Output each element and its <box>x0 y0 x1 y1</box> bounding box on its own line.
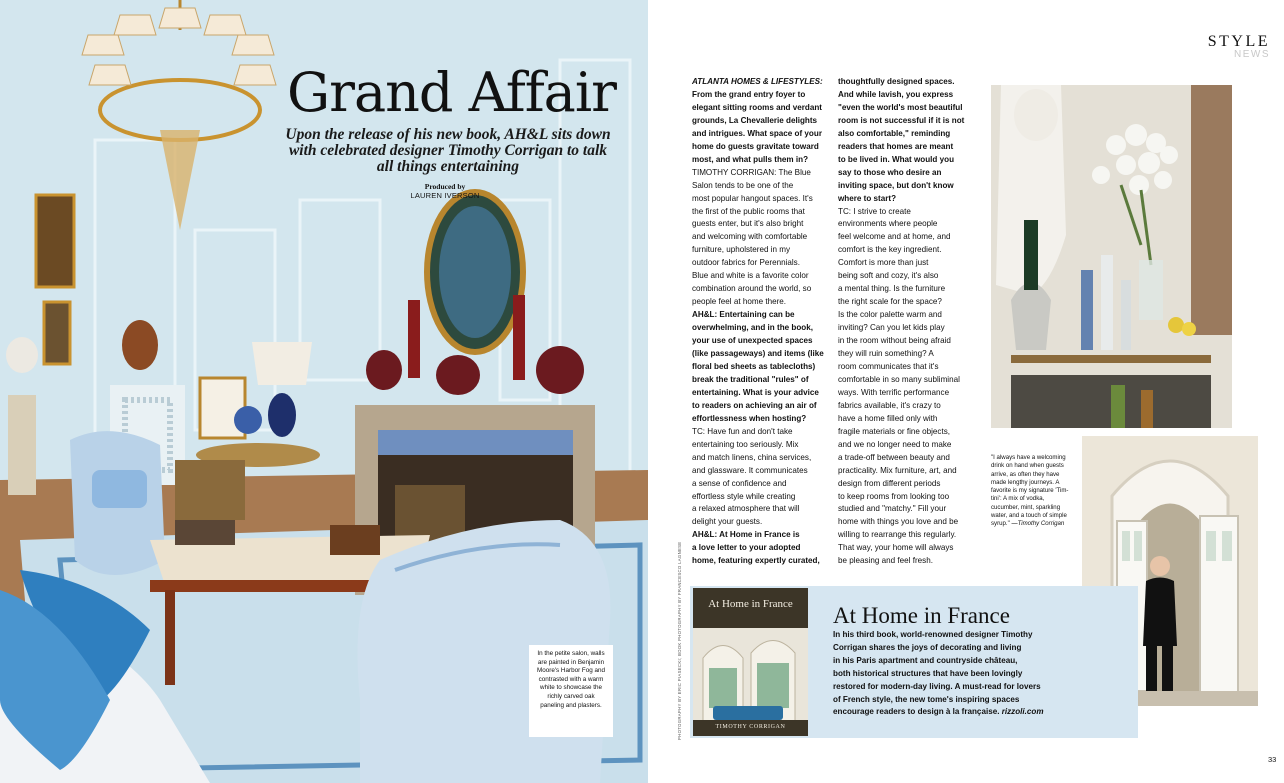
byline <box>400 182 490 200</box>
interview-line: delight your guests. <box>692 517 763 527</box>
producer-name: LAUREN IVERSON <box>410 191 480 200</box>
pull-quote-text: "I always have a welcoming drink on hand when guests arrive, as often they have made lengthy journeys. A favorite is my signature 'Tim-tini': A mix of vodka, cucumber, mint, sparkling water, and a touch of simple syrup." <box>991 454 1069 528</box>
interview-line: a relaxed atmosphere that will <box>692 504 800 514</box>
interview-line: AH&L: Entertaining can be <box>692 310 795 320</box>
interview-line: home do guests gravitate toward <box>692 141 819 151</box>
interview-line: grounds, La Chevallerie delights <box>692 115 818 125</box>
book-cover-image <box>693 588 808 736</box>
article-dek: Upon the release of his new book, AH&L sits down with celebrated designer Timothy Corrigan to talk all things entertaining <box>285 126 611 175</box>
interview-line: TC: I strive to create <box>838 206 911 216</box>
interview-line: also comfortable," reminding <box>838 128 951 138</box>
interview-line: to be lived in. What would you <box>838 154 955 164</box>
interview-line: studied and "matchy." Fill your <box>838 504 947 514</box>
interview-line: AH&L: At Home in France is <box>692 530 800 540</box>
interview-line: overwhelming, and in the book, <box>692 323 813 333</box>
bar-cart-illustration <box>991 85 1232 428</box>
interview-line: effortlessness when hosting? <box>692 413 807 423</box>
interview-line: a mental thing. Is the furniture <box>838 284 946 294</box>
interview-line: design from different periods <box>838 478 941 488</box>
interview-line: people feel at home there. <box>692 297 787 307</box>
interview-line: outdoor fabrics for Perennials. <box>692 258 800 268</box>
interview-column-1 <box>692 76 832 568</box>
interview-line: and welcoming with comfortable <box>692 232 808 242</box>
interview-line: to readers on achieving an air of <box>692 400 817 410</box>
interview-line: and match linens, china services, <box>692 452 812 462</box>
interview-line: "even the world's most beautiful <box>838 102 963 112</box>
interview-line: to keep rooms from looking too <box>838 491 950 501</box>
book-line: of French style, the new tome's inspiring spaces <box>833 694 1020 704</box>
interview-line: elegant sitting rooms and verdant <box>692 102 822 112</box>
interview-line: Is the color palette warm and <box>838 310 942 320</box>
interview-line: a trade-off between beauty and <box>838 452 950 462</box>
interview-line: effortless style while creating <box>692 491 796 501</box>
interview-line: room communicates that it's <box>838 361 939 371</box>
interview-line: the first of the public rooms that <box>692 206 805 216</box>
interview-line: the right scale for the space? <box>838 297 942 307</box>
interview-line: ATLANTA HOMES & LIFESTYLES: <box>692 77 823 86</box>
interview-column-2 <box>838 76 978 568</box>
interview-line: and we no longer need to make <box>838 439 952 449</box>
interview-line: ways. With terrific performance <box>838 387 950 397</box>
interview-line: inviting space, but don't know <box>838 180 954 190</box>
interview-line: and intrigues. What space of your <box>692 128 822 138</box>
interview-line: a love letter to your adopted <box>692 543 801 553</box>
book-line: in his Paris apartment and countryside château, <box>833 655 1018 665</box>
interview-line: comfortable in so many subliminal <box>838 374 960 384</box>
interview-line: readers that homes are meant <box>838 141 954 151</box>
interview-line: home, featuring expertly curated, <box>692 556 820 566</box>
interview-line: combination around the world, so <box>692 284 812 294</box>
interview-line: room is not successful if it is not <box>838 115 965 125</box>
interview-line: Comfort is more than just <box>838 258 929 268</box>
interview-line: TIMOTHY CORRIGAN: The Blue <box>692 167 811 177</box>
book-line: both historical structures that have been lovingly <box>833 668 1023 678</box>
interview-line: fabrics available, it's crazy to <box>838 400 941 410</box>
photo-caption: In the petite salon, walls are painted in Benjamin Moore's Harbor Fog and contrasted with a warm white to showcase the richly carved oak paneling and plasters. <box>529 645 613 737</box>
interview-line: Blue and white is a favorite color <box>692 271 809 281</box>
interview-line: Salon tends to be one of the <box>692 180 794 190</box>
book-cover-title: At Home in France <box>708 598 793 610</box>
interview-line: thoughtfully designed spaces. <box>838 77 955 86</box>
interview-line: environments where people <box>838 219 938 229</box>
book-description <box>833 629 1133 719</box>
interview-line: a sense of confidence and <box>692 478 787 488</box>
publisher-link[interactable]: rizzoli.com <box>1001 707 1044 717</box>
pull-quote-attribution: —Timothy Corrigan <box>1011 520 1065 528</box>
interview-line: have a home filled only with <box>838 413 938 423</box>
interview-line: willing to rearrange this regularly. <box>838 530 957 540</box>
interview-line: and glassware. It communicates <box>692 465 808 475</box>
page-number: 33 <box>1268 755 1277 764</box>
interview-line: feel welcome and at home, and <box>838 232 951 242</box>
interview-line: That way, your home will always <box>838 543 954 553</box>
interview-line: comfort is the key ingredient. <box>838 245 942 255</box>
interview-line: most popular hangout spaces. It's <box>692 193 813 203</box>
book-cover-author: TIMOTHY CORRIGAN <box>715 724 786 730</box>
bar-cart-photo <box>991 85 1232 428</box>
interview-line: your use of unexpected spaces <box>692 336 813 346</box>
interview-line: From the grand entry foyer to <box>692 89 806 99</box>
article-title: Grand Affair <box>287 61 616 124</box>
interview-line: floral bed sheets as tablecloths) <box>692 361 816 371</box>
interview-line: being soft and cozy, it's also <box>838 271 939 281</box>
interview-line: practicality. Mix furniture, art, and <box>838 465 957 475</box>
interview-line: fragile materials or fine objects, <box>838 426 951 436</box>
section-label: STYLE <box>1207 33 1270 50</box>
interview-line: guests enter, but it's also bright <box>692 219 804 229</box>
book-line: restored for modern-day living. A must-read for lovers <box>833 681 1041 691</box>
interview-line: most, and what pulls them in? <box>692 154 809 164</box>
interview-line: entertaining. What is your advice <box>692 387 819 397</box>
section-header <box>1208 33 1270 60</box>
interview-line: say to those who desire an <box>838 167 942 177</box>
interview-line: inviting? Can you let kids play <box>838 323 945 333</box>
interview-line: break the traditional "rules" of <box>692 374 809 384</box>
interview-line: where to start? <box>838 193 897 203</box>
book-line: encourage readers to design à la française. <box>833 707 1000 717</box>
book-line: Corrigan shares the joys of decorating and living <box>833 642 1022 652</box>
section-sublabel: NEWS <box>1234 49 1270 60</box>
interview-line: be pleasing and feel fresh. <box>838 556 933 566</box>
book-title: At Home in France <box>833 603 1010 628</box>
book-line-last <box>833 706 1133 719</box>
interview-line: furniture, upholstered in my <box>692 245 791 255</box>
produced-by-label: Produced by <box>424 182 466 191</box>
interview-line: TC: Have fun and don't take <box>692 426 793 436</box>
interview-line: (like passageways) and items (like <box>692 349 824 359</box>
interview-line: they will ruin something? A <box>838 349 934 359</box>
book-cover-illustration <box>693 588 808 736</box>
interview-line: in the room without being afraid <box>838 336 951 346</box>
photo-credit: PHOTOGRAPHY BY ERIC PIASECKI; BOOK PHOTOGRAPHY BY FRANCESCO LAGNESE <box>677 541 682 740</box>
pull-quote <box>991 454 1071 529</box>
interview-line: entertaining too seriously. Mix <box>692 439 799 449</box>
book-line: In his third book, world-renowned designer Timothy <box>833 630 1033 639</box>
interview-line: And while lavish, you express <box>838 89 954 99</box>
interview-line: home with things you love and be <box>838 517 959 527</box>
